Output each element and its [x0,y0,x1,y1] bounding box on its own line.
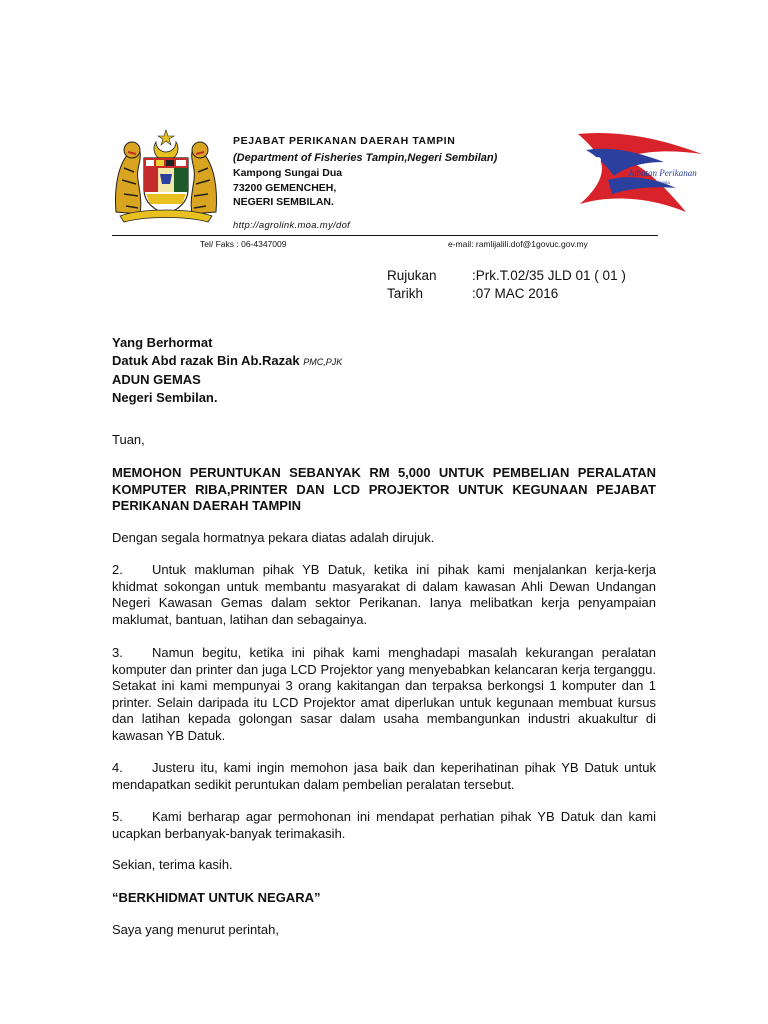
paragraph-number: 3. [112,645,123,660]
intro-paragraph: Dengan segala hormatnya pekara diatas adalah dirujuk. [112,530,435,545]
paragraph-number: 5. [112,809,123,824]
paragraph-4 [112,760,656,793]
tel-fax: Tel/ Faks : 06-4347009 [200,239,287,249]
office-name: PEJABAT PERIKANAN DAERAH TAMPIN [233,135,456,147]
coat-of-arms-icon [112,128,220,224]
header-divider [112,235,658,236]
letter-subject: MEMOHON PERUNTUKAN SEBANYAK RM 5,000 UNTUK PEMBELIAN PERALATAN KOMPUTER RIBA,PRINTER DAN LCD PROJEKTOR UNTUK KEGUNAAN PEJABAT PERIKANAN DAERAH TAMPIN [112,465,656,514]
logo-text: Jabatan Perikanan [628,168,697,178]
motto: “BERKHIDMAT UNTUK NEGARA” [112,890,321,905]
signoff: Saya yang menurut perintah, [112,922,279,937]
office-address [233,166,342,210]
paragraph-text: Kami berharap agar permohonan ini mendapat perhatian pihak YB Datuk dan kami ucapkan berbanyak-banyak terimakasih. [112,809,656,841]
fisheries-logo-icon [568,128,706,218]
address-line-1: Kampong Sungai Dua [233,167,343,179]
paragraph-text: Namun begitu, ketika ini pihak kami menghadapi masalah kekurangan peralatan komputer dan printer dan juga LCD Projektor yang menyebabkan kelancaran kerja terganggu. Setakat ini kami mempunyai 3 orang kakitangan dan terpaksa berkongsi 1 komputer dan 1 printer. Selain daripada itu LCD Projektor amat diperlukan untuk kegunaan membuat kursus dan latihan kepada golongan sasar dalam usaha membangunkan industri akuakultur di kawasan YB Datuk. [112,645,656,743]
salutation: Tuan, [112,432,145,447]
reference-label: Rujukan [387,268,437,283]
addressee-name-line [112,352,342,371]
paragraph-3 [112,645,656,745]
paragraph-number: 2. [112,562,123,577]
addressee-line-3: ADUN GEMAS [112,372,201,387]
date-label: Tarikh [387,286,424,301]
addressee-block [112,334,342,407]
addressee-line-1: Yang Berhormat [112,335,213,350]
addressee-name: Datuk Abd razak Bin Ab.Razak [112,353,300,368]
paragraph-number: 4. [112,760,123,775]
email-address: e-mail: ramlijalili.dof@1govuc.gov.my [448,239,588,249]
paragraph-text: Untuk makluman pihak YB Datuk, ketika ini pihak kami menjalankan kerja-kerja khidmat sokongan untuk membantu masyarakat di dalam kawasan Ahli Dewan Undangan Negeri Kawasan Gemas dalam sektor Perikanan. Ianya melibatkan kerja penyampaian maklumat, bantuan, latihan dan sebagainya. [112,562,656,627]
addressee-honorifics: PMC,PJK [303,357,343,367]
date-value: :07 MAC 2016 [472,286,559,301]
address-line-3: NEGERI SEMBILAN. [233,196,334,208]
address-line-2: 73200 GEMENCHEH, [233,181,337,194]
paragraph-2 [112,562,656,628]
reference-value: :Prk.T.02/35 JLD 01 ( 01 ) [472,268,626,283]
closing-text: Sekian, terima kasih. [112,857,233,872]
paragraph-text: Justeru itu, kami ingin memohon jasa baik dan keperihatinan pihak YB Datuk untuk mendapatkan sedikit peruntukan dalam pembelian peralatan tersebut. [112,760,656,792]
paragraph-5 [112,809,656,842]
logo-subtext: Malaysia [652,180,670,185]
website-url: http://agrolink.moa.my/dof [233,220,351,231]
department-name: (Department of Fisheries Tampin,Negeri Sembilan) [233,152,498,164]
addressee-line-4: Negeri Sembilan. [112,390,218,405]
